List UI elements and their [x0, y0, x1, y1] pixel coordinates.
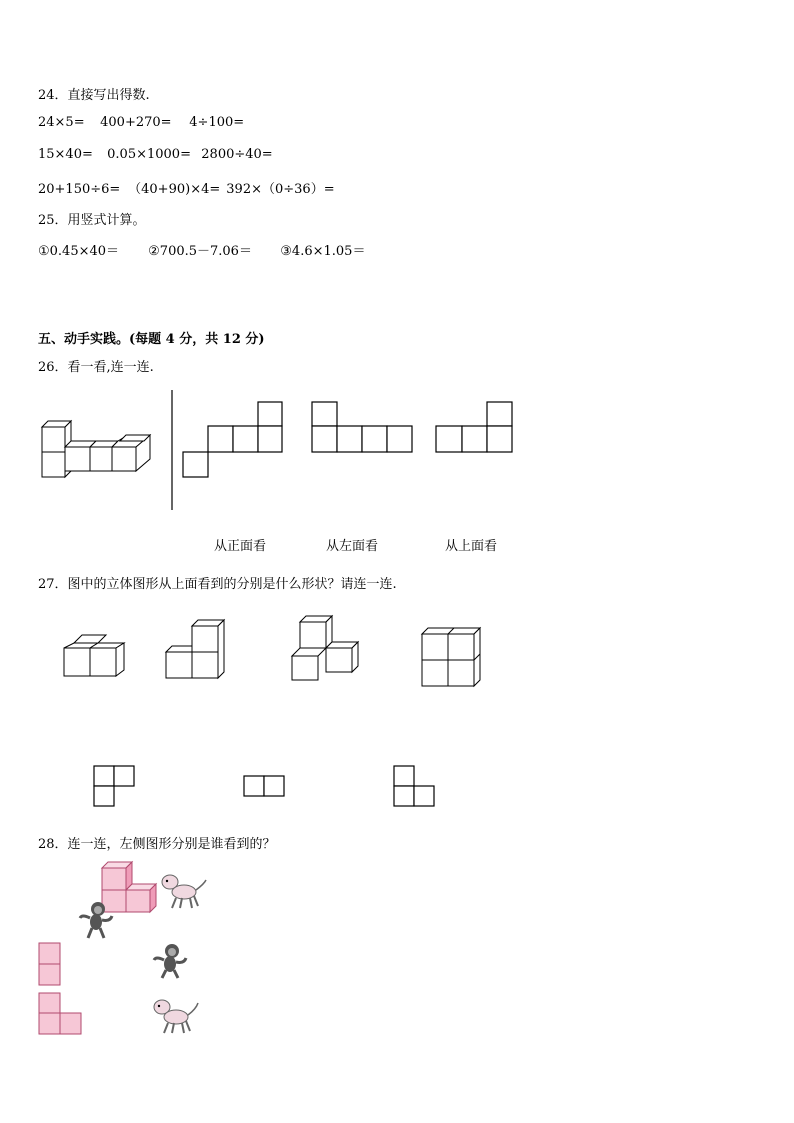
q24-item: 15×40=	[38, 147, 93, 162]
q26-divider	[170, 390, 174, 510]
label-top-view: 从上面看	[445, 539, 498, 554]
q27-solid-1	[64, 634, 126, 678]
q27-solid-4	[422, 628, 484, 688]
q26-view-top	[436, 402, 514, 454]
q24-item: 392×（0÷36）=	[226, 182, 335, 197]
dog-icon	[160, 872, 208, 912]
q24-row-3	[38, 178, 335, 197]
q25-items	[38, 240, 365, 259]
q25-item: ③4.6×1.05＝	[280, 244, 366, 259]
section-title: 五、动手实践。(每题 4 分，共 12 分)	[38, 332, 265, 347]
q28-view-lshape	[39, 993, 83, 1037]
q26-solid-figure	[40, 425, 155, 480]
q26-view-left	[312, 402, 414, 454]
q28-title: 28．连一连，左侧图形分别是谁看到的？	[38, 837, 276, 852]
q26-view-front	[183, 402, 283, 478]
q27-view-a	[94, 766, 136, 808]
monkey-icon	[78, 900, 116, 940]
q24-item: （40+90)×4=	[128, 182, 221, 197]
q24-item: 20+150÷6=	[38, 182, 121, 197]
monkey-icon	[152, 942, 190, 980]
q24-item: 2800÷40=	[201, 147, 273, 162]
q24-row-2	[38, 147, 273, 162]
q24-row-1	[38, 115, 244, 130]
q25-title: 25．用竖式计算。	[38, 213, 146, 228]
q24-item: 4÷100=	[189, 115, 245, 130]
q28-view-vertical	[39, 943, 63, 987]
label-front-view: 从正面看	[214, 539, 267, 554]
q27-view-c	[394, 766, 436, 808]
label-left-view: 从左面看	[326, 539, 379, 554]
q26-title: 26．看一看,连一连.	[38, 360, 154, 375]
q25-item: ②700.5－7.06＝	[148, 244, 252, 259]
q24-title: 24．直接写出得数.	[38, 88, 150, 103]
q24-item: 24×5=	[38, 115, 85, 130]
dog-icon	[152, 997, 200, 1035]
q24-item: 400+270=	[100, 115, 172, 130]
q27-view-b	[244, 776, 286, 798]
q25-item: ①0.45×40＝	[38, 244, 120, 259]
q24-item: 0.05×1000=	[107, 147, 191, 162]
q27-solid-2	[166, 620, 228, 680]
q27-title: 27．图中的立体图形从上面看到的分别是什么形状？请连一连.	[38, 577, 397, 592]
q27-solid-3	[292, 614, 360, 682]
